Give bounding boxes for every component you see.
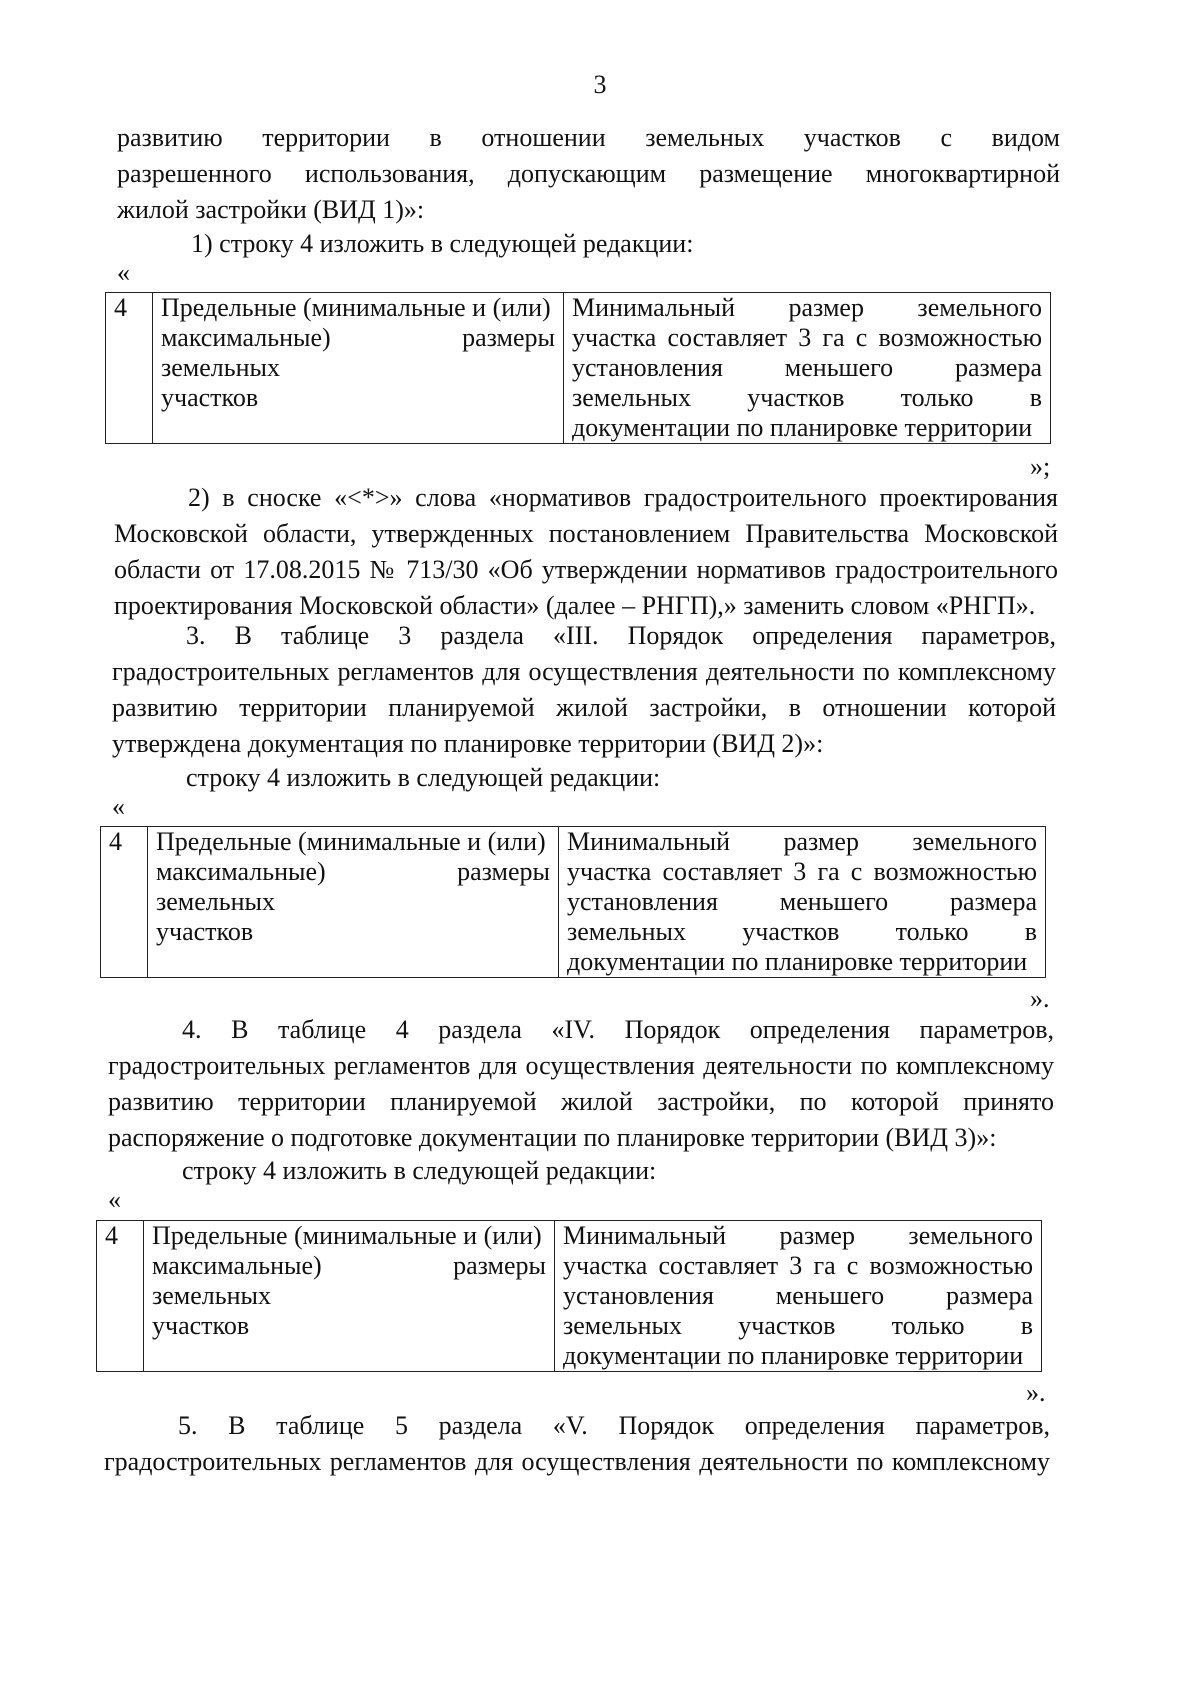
param-cell: Предельные (минимальные и (или) максимальные) размеры земельных участков bbox=[153, 293, 564, 444]
paragraph-4 bbox=[108, 1012, 1054, 1156]
replacement-table-1 bbox=[105, 292, 1051, 444]
close-quote-3: ». bbox=[1026, 1378, 1046, 1407]
paragraph-2 bbox=[114, 480, 1058, 624]
text-line: 5. В таблице 5 раздела «V. Порядок определения параметров, bbox=[178, 1411, 1050, 1440]
text-line: 1) строку 4 изложить в следующей редакции: bbox=[191, 229, 694, 258]
param-cell: Предельные (минимальные и (или) максимальные) размеры земельных участков bbox=[148, 827, 559, 978]
value-cell: Минимальный размер земельного участка составляет 3 га с возможностью установления меньшего размера земельных участков только в документации по планировке территории bbox=[559, 827, 1046, 978]
close-quote-1: »; bbox=[1030, 452, 1051, 481]
replacement-table-3 bbox=[96, 1220, 1042, 1372]
text-line: градостроительных регламентов для осуществления деятельности по комплексному bbox=[104, 1447, 1050, 1476]
paragraph-3 bbox=[112, 618, 1056, 762]
table-row bbox=[97, 1221, 1042, 1372]
text-line: разрешенного использования, допускающим размещение многоквартирной bbox=[117, 159, 1060, 188]
text-line: жилой застройки (ВИД 1)»: bbox=[117, 195, 425, 224]
open-quote-2: « bbox=[112, 792, 125, 821]
text-line: утверждена документация по планировке территории (ВИД 2)»: bbox=[112, 729, 824, 758]
close-quote-2: ». bbox=[1030, 984, 1050, 1013]
row-number-cell: 4 bbox=[101, 827, 148, 978]
replacement-table-2 bbox=[100, 826, 1046, 978]
text-line: градостроительных регламентов для осуществления деятельности по комплексному bbox=[108, 1051, 1054, 1080]
text-line: строку 4 изложить в следующей редакции: bbox=[182, 1156, 657, 1185]
text-line: развитию территории в отношении земельных участков с видом bbox=[117, 123, 1060, 152]
page-number: 3 bbox=[593, 70, 607, 99]
text-line: проектирования Московской области» (далее – РНГП),» заменить словом «РНГП». bbox=[114, 591, 1036, 620]
value-cell: Минимальный размер земельного участка составляет 3 га с возможностью установления меньшего размера земельных участков только в документации по планировке территории bbox=[555, 1221, 1042, 1372]
text-line: области от 17.08.2015 № 713/30 «Об утверждении нормативов градостроительного bbox=[114, 555, 1058, 584]
text-line: градостроительных регламентов для осуществления деятельности по комплексному bbox=[112, 657, 1056, 686]
text-line: развитию территории планируемой жилой застройки, по которой принято bbox=[108, 1087, 1054, 1116]
table-row bbox=[101, 827, 1046, 978]
item1-label bbox=[117, 226, 1060, 262]
text-line: 2) в сноске «<*>» слова «нормативов градостроительного проектирования bbox=[188, 483, 1058, 512]
row4-label-3 bbox=[108, 1153, 1054, 1189]
open-quote-3: « bbox=[108, 1185, 121, 1214]
text-line: развитию территории планируемой жилой застройки, в отношении которой bbox=[112, 693, 1056, 722]
row4-label-2 bbox=[112, 760, 1056, 796]
paragraph-5 bbox=[104, 1408, 1050, 1480]
table-row bbox=[106, 293, 1051, 444]
text-line: распоряжение о подготовке документации по планировке территории (ВИД 3)»: bbox=[108, 1123, 997, 1152]
row-number-cell: 4 bbox=[106, 293, 153, 444]
value-cell: Минимальный размер земельного участка составляет 3 га с возможностью установления меньшего размера земельных участков только в документации по планировке территории bbox=[564, 293, 1051, 444]
text-line: 3. В таблице 3 раздела «III. Порядок определения параметров, bbox=[186, 621, 1056, 650]
param-cell: Предельные (минимальные и (или) максимальные) размеры земельных участков bbox=[144, 1221, 555, 1372]
text-line: 4. В таблице 4 раздела «IV. Порядок определения параметров, bbox=[182, 1015, 1054, 1044]
open-quote-1: « bbox=[117, 258, 130, 287]
intro-paragraph bbox=[117, 120, 1060, 228]
text-line: Московской области, утвержденных постановлением Правительства Московской bbox=[114, 519, 1058, 548]
text-line: строку 4 изложить в следующей редакции: bbox=[186, 763, 661, 792]
row-number-cell: 4 bbox=[97, 1221, 144, 1372]
